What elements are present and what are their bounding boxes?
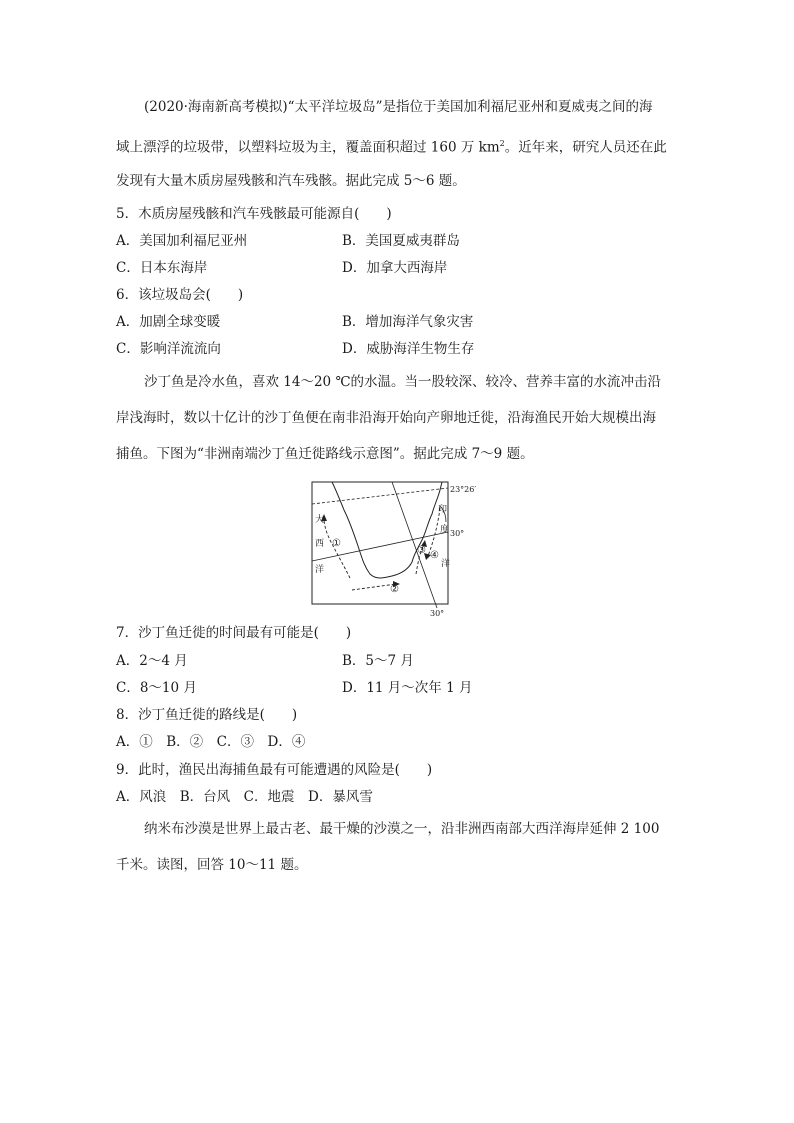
q7-option-c: C．8～10 月 <box>116 680 197 696</box>
q5-option-b: B．美国夏威夷群岛 <box>342 233 460 249</box>
intro1-line2a: 域上漂浮的垃圾带，以塑料垃圾为主，覆盖面积超过 160 万 km <box>116 139 500 156</box>
route-1-label: ① <box>332 538 341 549</box>
tropic-line <box>312 488 448 504</box>
intro2-line3: 捕鱼。下图为“非洲南端沙丁鱼迁徙路线示意图”。据此完成 7～9 题。 <box>116 446 534 462</box>
q5-option-d: D．加拿大西海岸 <box>342 260 448 276</box>
indian-label-1: 印 <box>438 505 448 515</box>
intro1-line2 <box>116 133 667 159</box>
intro3-line1: 纳米布沙漠是世界上最古老、最干燥的沙漠之一，沿非洲西南部大西洋海岸延伸 2 100 <box>144 821 660 837</box>
intro1-line3: 发现有大量木质房屋残骸和汽车残骸。据此完成 5～6 题。 <box>116 173 466 189</box>
q5-stem: 5．木质房屋残骸和汽车残骸最可能源自( ) <box>116 206 392 222</box>
q6-option-b: B．增加海洋气象灾害 <box>342 314 474 330</box>
q8-options: A．① B．② C．③ D．④ <box>116 734 306 750</box>
intro1-line2-sup: 2 <box>499 139 505 148</box>
q6-option-d: D．威胁海洋生物生存 <box>342 341 475 357</box>
intro1-line2b: 。近年来，研究人员还在此 <box>504 139 667 156</box>
q9-stem: 9．此时，渔民出海捕鱼最有可能遭遇的风险是( ) <box>116 762 433 778</box>
intro2-line2: 岸浅海时，数以十亿计的沙丁鱼便在南非沿海开始向产卵地迁徙，沿海渔民开始大规模出海 <box>116 410 656 426</box>
atlantic-label-2: 西 <box>315 539 325 549</box>
intro3-line2: 千米。读图，回答 10～11 题。 <box>116 857 308 873</box>
route-4-label: ④ <box>430 550 439 561</box>
route-3-label: ③ <box>417 545 426 556</box>
q7-option-d: D．11 月～次年 1 月 <box>342 680 473 696</box>
sardine-migration-map <box>300 478 477 618</box>
intro2-line1: 沙丁鱼是冷水鱼，喜欢 14～20 ℃的水温。当一股较深、较冷、营养丰富的水流冲击沿 <box>144 374 662 390</box>
lon-bottom-label: 30° <box>430 609 445 618</box>
atlantic-label-3: 洋 <box>315 565 325 575</box>
lat-mid-label: 30° <box>450 529 465 538</box>
q9-options: A．风浪 B．台风 C．地震 D．暴风雪 <box>116 789 373 805</box>
indian-label-3: 洋 <box>441 559 451 569</box>
q6-option-a: A．加剧全球变暖 <box>116 314 221 330</box>
q7-option-b: B．5～7 月 <box>342 653 414 669</box>
q6-option-c: C．影响洋流流向 <box>116 341 221 357</box>
atlantic-label-1: 大 <box>315 515 325 525</box>
q5-option-a: A．美国加利福尼亚州 <box>116 233 248 249</box>
africa-coastline <box>332 482 442 578</box>
q5-option-c: C．日本东海岸 <box>116 260 208 276</box>
indian-label-2: 度 <box>440 525 450 535</box>
intro1-line1: (2020·海南新高考模拟)“太平洋垃圾岛”是指位于美国加利福尼亚州和夏威夷之间的海 <box>144 99 653 115</box>
q7-option-a: A．2～4 月 <box>116 653 188 669</box>
lat-top-label: 23°26′ <box>450 485 477 494</box>
q8-stem: 8．沙丁鱼迁徙的路线是( ) <box>116 707 298 723</box>
q7-stem: 7．沙丁鱼迁徙的时间最有可能是( ) <box>116 625 352 641</box>
route-2-label: ② <box>390 584 399 595</box>
route-4-path <box>428 508 440 556</box>
q6-stem: 6．该垃圾岛会( ) <box>116 287 244 303</box>
